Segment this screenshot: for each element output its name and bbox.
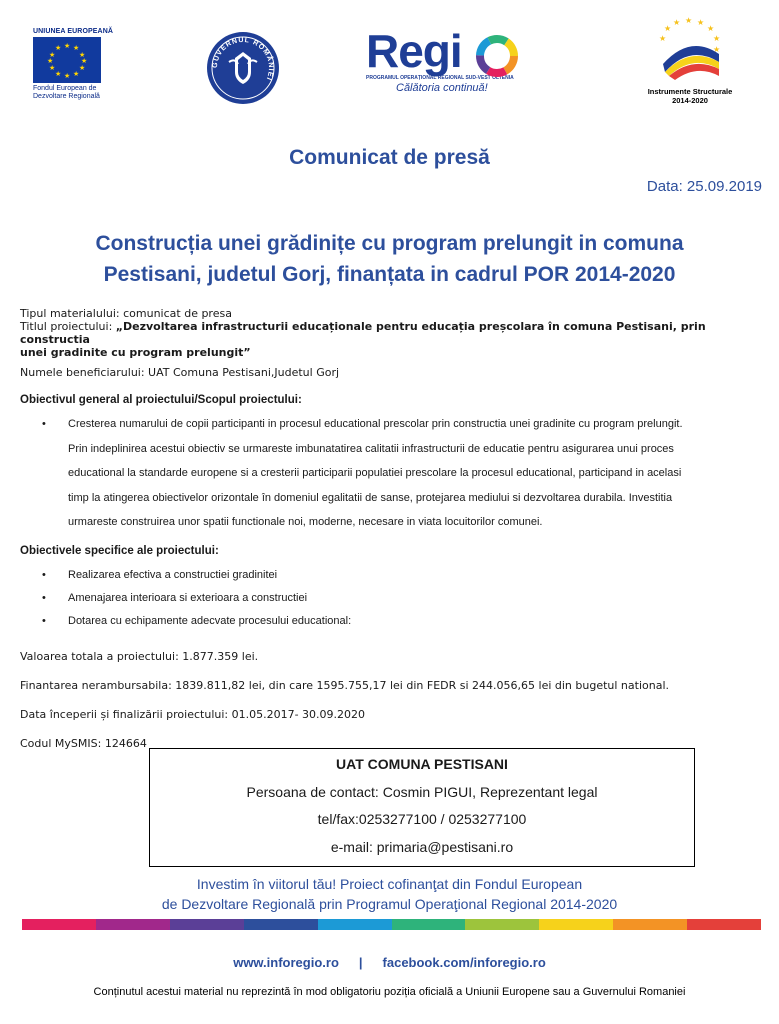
material-type: Tipul materialului: comunicat de presa	[20, 307, 232, 320]
eu-logo	[33, 28, 113, 101]
project-title-label: Titlul proiectului:	[20, 320, 116, 333]
svg-text:★: ★	[659, 34, 667, 43]
stripe-segment-0	[22, 919, 96, 930]
specific-objective-2: Dotarea cu echipamente adecvate procesului educational:	[68, 615, 352, 627]
svg-text:★: ★	[707, 24, 715, 33]
list-item	[20, 587, 770, 610]
specific-objective-0: Realizarea efectiva a constructiei gradinitei	[68, 569, 278, 581]
stripe-segment-9	[687, 919, 761, 930]
general-objective-line-2: educational la standarde europene si a cresterii participarii populatiei prescolare la procesul educational, participand in acelasi	[68, 467, 682, 479]
color-stripe	[22, 919, 761, 930]
government-seal-icon	[205, 30, 281, 106]
stripe-segment-3	[244, 919, 318, 930]
instrumente-structurale-logo	[640, 14, 740, 105]
regio-program: PROGRAMUL OPERAȚIONAL REGIONAL SUD-VEST OLTENIA	[366, 75, 514, 81]
stripe-segment-5	[392, 919, 466, 930]
specific-objectives-list	[20, 564, 770, 633]
contact-phone: tel/fax:0253277100 / 0253277100	[317, 811, 527, 827]
total-value: Valoarea totala a proiectului: 1.877.359 lei.	[20, 650, 259, 663]
bullet-icon: •	[42, 615, 46, 627]
stripe-segment-4	[318, 919, 392, 930]
general-objective-line-1: Prin indeplinirea acestui obiectiv se urmareste imbunatatirea calitatii infrastructurii de educatie pentru asigurarea unui proces	[68, 442, 674, 455]
instrumente-structurale-text	[640, 87, 740, 105]
link-separator: |	[358, 955, 363, 970]
bullet-icon: •	[42, 592, 46, 604]
main-title-line1: Construcția unei grădinițe cu program prelungit in comuna	[95, 232, 684, 255]
main-title-line2: Pestisani, judetul Gorj, finanțata in cadrul POR 2014-2020	[103, 263, 676, 286]
invest-line1: Investim în viitorul tău! Proiect cofinanţat din Fondul European	[196, 876, 583, 892]
svg-text:★: ★	[713, 34, 721, 43]
project-dates: Data începerii și finalizării proiectului: 01.05.2017- 30.09.2020	[20, 708, 366, 721]
contact-person: Persoana de contact: Cosmin PIGUI, Reprezentant legal	[246, 783, 598, 800]
eu-subtitle	[33, 85, 113, 101]
contact-box	[149, 748, 695, 867]
beneficiary: Numele beneficiarului: UAT Comuna Pestisani,Judetul Gorj	[20, 366, 340, 379]
svg-text:★: ★	[697, 18, 705, 27]
main-title	[20, 228, 759, 290]
svg-text:★: ★	[673, 18, 681, 27]
project-title-block	[20, 320, 765, 359]
general-objective-line-4: urmareste construirea unor spatii functionale noi, moderne, necesare in viata locuitorilor comunei.	[68, 516, 543, 528]
is-line1: Instrumente Structurale	[647, 87, 733, 96]
eu-subtitle-line2: Dezvoltare Regională	[33, 93, 100, 100]
facebook-link[interactable]: facebook.com/inforegio.ro	[382, 955, 546, 970]
footer-links	[0, 955, 779, 970]
regio-wordmark: Regi	[366, 25, 462, 77]
contact-email[interactable]: e-mail: primaria@pestisani.ro	[330, 838, 514, 855]
eu-flag-icon: ★ ★ ★ ★ ★ ★ ★ ★ ★ ★ ★ ★	[33, 37, 101, 83]
eu-subtitle-line1: Fondul European de	[33, 85, 97, 92]
svg-text:★: ★	[685, 16, 693, 25]
bullet-icon: •	[42, 418, 46, 430]
bullet-icon: •	[42, 569, 46, 581]
project-title-line2: unei gradinite cu program prelungit”	[20, 346, 251, 359]
is-line2: 2014-2020	[672, 96, 708, 105]
stripe-segment-8	[613, 919, 687, 930]
stripe-segment-2	[170, 919, 244, 930]
regio-circle-icon	[474, 33, 520, 79]
specific-objective-1: Amenajarea interioara si exterioara a constructiei	[68, 592, 308, 604]
mysmis-code: Codul MySMIS: 124664	[20, 737, 147, 750]
regio-tagline: Călătoria continuă!	[396, 82, 488, 94]
list-item	[20, 412, 770, 535]
seal-text: GUVERNUL ROMÂNIEI	[211, 36, 275, 82]
general-objective-line-0: Cresterea numarului de copii participanti in procesul educational prescolar prin constructia unei gradinite cu program prelungit.	[68, 418, 683, 430]
general-objective-list	[20, 412, 770, 535]
general-objective-heading: Obiectivul general al proiectului/Scopul proiectului:	[20, 394, 302, 406]
svg-text:★: ★	[713, 45, 721, 54]
contact-title: UAT COMUNA PESTISANI	[336, 756, 508, 772]
stripe-segment-7	[539, 919, 613, 930]
list-item	[20, 610, 770, 633]
regio-logo	[366, 25, 528, 98]
project-title-line1: „Dezvoltarea infrastructurii educaționale pentru educația preșcolara în comuna Pestisani, prin constructia	[20, 320, 706, 346]
eu-title: UNIUNEA EUROPEANĂ	[33, 28, 114, 35]
press-release-title: Comunicat de presă	[289, 146, 490, 169]
general-objective-line-3: timp la atingerea obiectivelor orizontale în domeniul egalitatii de sanse, protejarea mediului si dezvoltarea durabila. Investitia	[68, 491, 673, 504]
disclaimer: Conținutul acestui material nu reprezintă în mod obligatoriu poziția oficială a Uniunii Europene sau a Guvernului Romaniei	[93, 986, 686, 998]
invest-line2: de Dezvoltare Regională prin Programul Operaţional Regional 2014-2020	[161, 896, 618, 912]
list-item	[20, 564, 770, 587]
funding: Finantarea nerambursabila: 1839.811,82 lei, din care 1595.755,17 lei din FEDR si 244.056,65 lei din bugetul national.	[20, 679, 670, 692]
specific-objectives-heading: Obiectivele specifice ale proiectului:	[20, 545, 219, 557]
release-date: Data: 25.09.2019	[646, 178, 762, 195]
invest-statement	[0, 874, 779, 914]
svg-text:★: ★	[664, 24, 672, 33]
inforegio-link[interactable]: www.inforegio.ro	[233, 955, 339, 970]
stripe-segment-1	[96, 919, 170, 930]
stripe-segment-6	[465, 919, 539, 930]
instrumente-structurale-icon	[655, 14, 725, 80]
